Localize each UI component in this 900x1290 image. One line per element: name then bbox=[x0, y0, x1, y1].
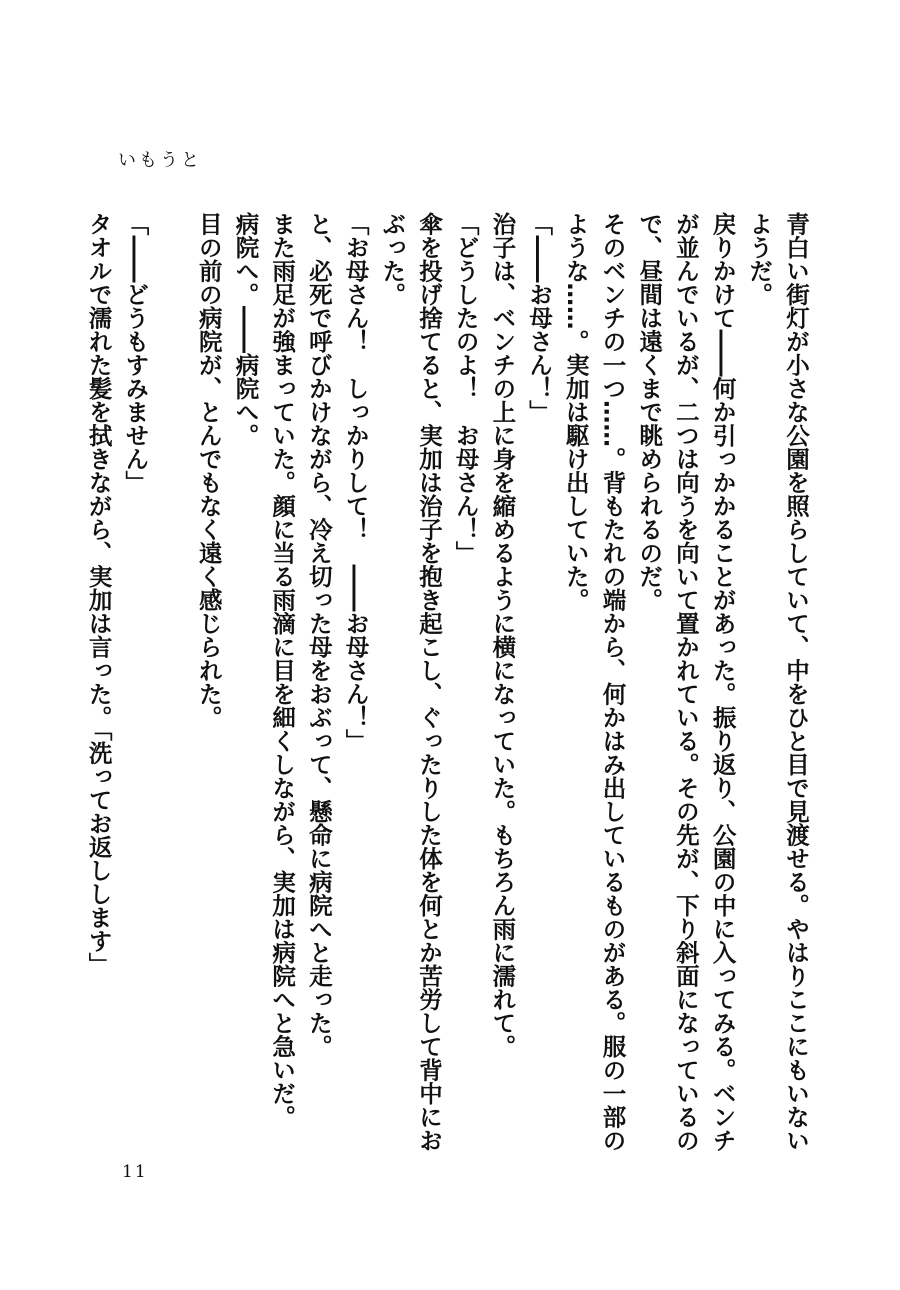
paragraph: 目の前の病院が、とんでもなく遠く感じられた。 bbox=[194, 212, 223, 729]
paragraph: と、必死で呼びかけながら、冷え切った母をおぶって、懸命に病院へと走った。 bbox=[304, 212, 333, 1058]
paragraph: 傘を投げ捨てると、実加は治子を抱き起こし、ぐったりした体を何とか苦労して背中におぶった。 bbox=[378, 212, 443, 1152]
running-head: いもうと bbox=[118, 150, 202, 171]
body-text bbox=[84, 212, 814, 1152]
paragraph: 「――どうもすみません」 bbox=[121, 212, 150, 494]
paragraph: 戻りかけて――何か引っかかることがあった。振り返り、公園の中に入ってみる。ベンチが並んでいるが、二つは向うを向いて置かれている。その先が、下り斜面になっているので、昼間は遠くまで眺められるのだ。 bbox=[635, 212, 737, 1152]
paragraph: そのベンチの一つ……。背もたれの端から、何かはみ出しているものがある。服の一部のような……。実加は駆け出していた。 bbox=[561, 212, 627, 1152]
paragraph: 治子は、ベンチの上に身を縮めるように横になっていた。もちろん雨に濡れて。 bbox=[488, 212, 517, 1058]
paragraph: 病院へ。――病院へ。 bbox=[231, 212, 260, 447]
page-number: 11 bbox=[122, 1162, 148, 1182]
paragraph: 「お母さん！ しっかりして！ ――お母さん！」 bbox=[341, 212, 370, 753]
paragraph: 「――お母さん！」 bbox=[525, 212, 554, 424]
paragraph: タオルで濡れた髪を拭きながら、実加は言った。「洗ってお返しします」 bbox=[84, 212, 113, 976]
blank-line bbox=[153, 212, 190, 1152]
paragraph: 「どうしたのよ！ お母さん！」 bbox=[451, 212, 480, 565]
paragraph: また雨足が強まっていた。顔に当る雨滴に目を細くしながら、実加は病院へと急いだ。 bbox=[268, 212, 297, 1129]
paragraph: 青白い街灯が小さな公園を照らしていて、中をひと目で見渡せる。やはりここにもいないようだ。 bbox=[745, 212, 810, 1152]
